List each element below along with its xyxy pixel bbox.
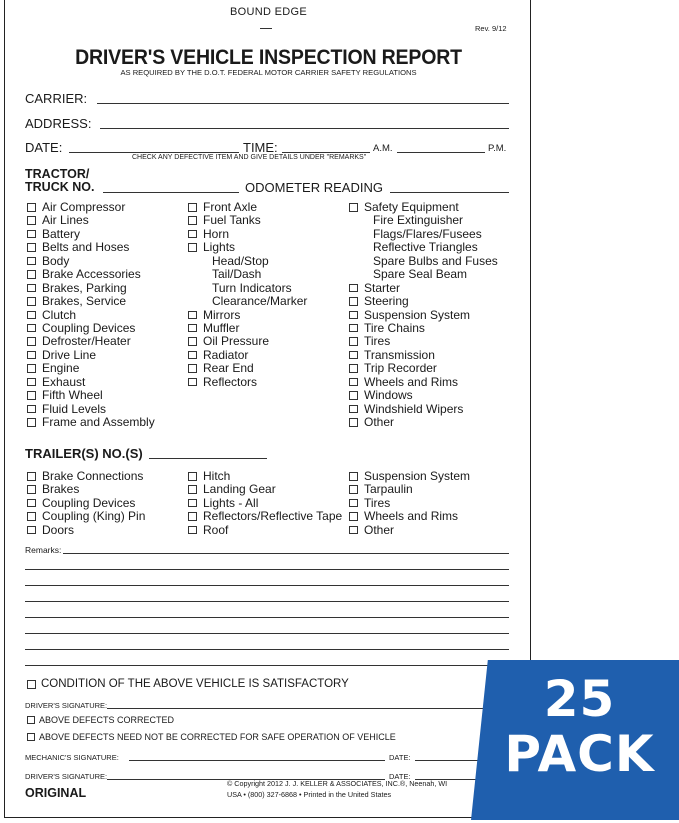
checkbox-icon[interactable] <box>188 485 197 494</box>
checklist-item-label: Engine <box>42 361 80 376</box>
checkbox-icon[interactable] <box>27 243 36 252</box>
checklist-item-label: Horn <box>203 226 230 241</box>
checklist-item-wheels-and-rims[interactable] <box>349 376 524 389</box>
checklist-item-coupling-king-pin[interactable] <box>27 510 187 523</box>
checklist-item-label: Roof <box>203 522 229 537</box>
checklist-item-label: Brake Accessories <box>42 267 141 282</box>
checkbox-icon[interactable] <box>27 270 36 279</box>
checkbox-icon[interactable] <box>27 324 36 333</box>
checklist-item-label: Steering <box>364 294 409 309</box>
checklist-item-label: Other <box>364 415 395 429</box>
checklist-item-label: Lights <box>203 240 236 255</box>
pm-label: P.M. <box>488 143 507 154</box>
checklist-item-label: Windshield Wipers <box>364 401 464 416</box>
checklist-item-battery[interactable] <box>27 228 187 241</box>
trailer-checklist-col2 <box>188 470 348 537</box>
checklist-item-frame-and-assembly[interactable] <box>27 416 187 429</box>
tractor-checklist-col2 <box>188 201 348 389</box>
remarks-line[interactable] <box>25 601 509 602</box>
checkbox-icon[interactable] <box>27 216 36 225</box>
address-field[interactable] <box>100 128 509 129</box>
checklist-item-label: Coupling Devices <box>42 320 136 335</box>
checklist-item-label: Muffler <box>203 320 240 335</box>
drivers-signature-field[interactable] <box>107 708 507 709</box>
checklist-item-coupling-devices[interactable] <box>27 322 187 335</box>
checklist-item-reflectors[interactable] <box>188 376 348 389</box>
checkbox-icon[interactable] <box>349 405 358 414</box>
checkbox-icon[interactable] <box>349 378 358 387</box>
checklist-item-label: Fifth Wheel <box>42 388 103 403</box>
checkbox-icon[interactable] <box>188 526 197 535</box>
trailer-checklist-col1 <box>27 470 187 537</box>
checklist-item-air-lines[interactable] <box>27 214 187 227</box>
checklist-item-label: Tire Chains <box>364 320 425 335</box>
checkbox-icon[interactable] <box>188 499 197 508</box>
checklist-item-label: Head/Stop <box>212 253 269 268</box>
checklist-item-tire-chains[interactable] <box>349 322 524 335</box>
truck-no-label: TRUCK NO. <box>25 180 95 194</box>
bound-edge-label: BOUND EDGE <box>230 6 307 18</box>
address-label: ADDRESS: <box>25 116 92 131</box>
checklist-item-label: Reflectors <box>203 374 258 389</box>
checkbox-icon[interactable] <box>349 418 358 427</box>
remarks-line[interactable] <box>25 649 509 650</box>
checklist-item-doors[interactable] <box>27 524 187 537</box>
checklist-item-label: Landing Gear <box>203 482 276 497</box>
checklist-item-lights-all[interactable] <box>188 497 348 510</box>
checkbox-icon[interactable] <box>188 324 197 333</box>
defect-instruction: CHECK ANY DEFECTIVE ITEM AND GIVE DETAILS UNDER "REMARKS" <box>132 154 367 161</box>
checklist-item-label: Air Compressor <box>42 200 126 214</box>
checklist-item-horn[interactable] <box>188 228 348 241</box>
checkbox-icon[interactable] <box>188 230 197 239</box>
checklist-item-label: Tires <box>364 495 391 510</box>
checkbox-icon[interactable] <box>349 324 358 333</box>
checklist-item-label: Safety Equipment <box>364 200 459 214</box>
checklist-item-flags-flares-fusees <box>349 228 524 241</box>
odometer-field[interactable] <box>390 192 509 193</box>
drivers-signature-label: DRIVER'S SIGNATURE: <box>25 701 108 710</box>
checkbox-icon[interactable] <box>349 472 358 481</box>
checkbox-icon[interactable] <box>188 216 197 225</box>
tractor-label: TRACTOR/ <box>25 167 90 181</box>
checklist-item-label: Fuel Tanks <box>203 213 261 228</box>
checklist-item-label: Reflectors/Reflective Tape <box>203 509 343 524</box>
checklist-item-label: Turn Indicators <box>212 280 292 295</box>
checklist-item-landing-gear[interactable] <box>188 483 348 496</box>
drivers-signature2-label: DRIVER'S SIGNATURE: <box>25 772 108 781</box>
checklist-item-front-axle[interactable] <box>188 201 348 214</box>
checklist-item-starter[interactable] <box>349 282 524 295</box>
checkbox-icon[interactable] <box>27 230 36 239</box>
checkbox-icon[interactable] <box>188 512 197 521</box>
checkbox-icon[interactable] <box>188 472 197 481</box>
defects-corrected-label: ABOVE DEFECTS CORRECTED <box>39 715 175 725</box>
time-am-field[interactable] <box>282 152 370 153</box>
checklist-item-air-compressor[interactable] <box>27 201 187 214</box>
tractor-checklist-col3 <box>349 201 524 429</box>
checklist-item-label: Radiator <box>203 347 249 362</box>
checklist-item-brakes[interactable] <box>27 483 187 496</box>
checklist-item-label: Air Lines <box>42 213 89 228</box>
checklist-item-other[interactable] <box>349 416 524 429</box>
condition-label: CONDITION OF THE ABOVE VEHICLE IS SATISFACTORY <box>41 678 349 690</box>
checklist-item-label: Wheels and Rims <box>364 509 459 524</box>
bound-edge-mark <box>260 28 272 29</box>
checklist-item-lights[interactable] <box>188 241 348 254</box>
checklist-item-label: Tail/Dash <box>212 267 262 282</box>
remarks-line[interactable] <box>25 585 509 586</box>
inspection-form <box>4 0 531 818</box>
checkbox-icon[interactable] <box>349 351 358 360</box>
tractor-checklist-col1 <box>27 201 187 429</box>
checklist-item-body[interactable] <box>27 255 187 268</box>
checklist-item-engine[interactable] <box>27 362 187 375</box>
checklist-item-label: Hitch <box>203 469 231 483</box>
checkbox-icon[interactable] <box>349 337 358 346</box>
checklist-item-label: Spare Bulbs and Fuses <box>373 253 498 268</box>
checkbox-icon[interactable] <box>27 405 36 414</box>
checklist-item-label: Brakes, Parking <box>42 280 127 295</box>
checklist-item-defroster-heater[interactable] <box>27 335 187 348</box>
checklist-item-steering[interactable] <box>349 295 524 308</box>
remarks-line[interactable] <box>25 633 509 634</box>
checklist-item-tires[interactable] <box>349 497 524 510</box>
checklist-item-label: Belts and Hoses <box>42 240 130 255</box>
checklist-item-label: Rear End <box>203 361 254 376</box>
defects-not-needed-checkbox[interactable] <box>27 733 35 741</box>
checklist-item-label: Windows <box>364 388 413 403</box>
checklist-item-head-stop <box>188 255 348 268</box>
time-pm-field[interactable] <box>397 152 485 153</box>
checkbox-icon[interactable] <box>27 418 36 427</box>
checklist-item-trip-recorder[interactable] <box>349 362 524 375</box>
checkbox-icon[interactable] <box>27 472 36 481</box>
checklist-item-label: Drive Line <box>42 347 97 362</box>
checklist-item-label: Other <box>364 522 395 537</box>
trailer-no-field[interactable] <box>149 458 267 459</box>
checklist-item-muffler[interactable] <box>188 322 348 335</box>
checkbox-icon[interactable] <box>27 485 36 494</box>
checklist-item-radiator[interactable] <box>188 349 348 362</box>
checkbox-icon[interactable] <box>188 203 197 212</box>
checklist-item-tarpaulin[interactable] <box>349 483 524 496</box>
checklist-item-hitch[interactable] <box>188 470 348 483</box>
checkbox-icon[interactable] <box>27 512 36 521</box>
checklist-item-label: Spare Seal Beam <box>373 267 468 282</box>
date-label: DATE: <box>25 140 63 155</box>
checklist-item-rear-end[interactable] <box>188 362 348 375</box>
checklist-item-label: Trip Recorder <box>364 361 437 376</box>
checklist-item-label: Suspension System <box>364 469 471 483</box>
checklist-item-label: Mirrors <box>203 307 241 322</box>
checklist-item-brakes-service[interactable] <box>27 295 187 308</box>
form-subtitle: AS REQUIRED BY THE D.O.T. FEDERAL MOTOR CARRIER SAFETY REGULATIONS <box>120 68 417 77</box>
date-field[interactable] <box>69 152 239 153</box>
checkbox-icon[interactable] <box>27 499 36 508</box>
checklist-item-fire-extinguisher <box>349 214 524 227</box>
checkbox-icon[interactable] <box>349 512 358 521</box>
checklist-item-brake-connections[interactable] <box>27 470 187 483</box>
checkbox-icon[interactable] <box>349 499 358 508</box>
remarks-line[interactable] <box>25 617 509 618</box>
checklist-item-label: Clearance/Marker <box>212 294 308 309</box>
checklist-item-turn-indicators <box>188 282 348 295</box>
checklist-item-label: Brakes <box>42 482 80 497</box>
checkbox-icon[interactable] <box>349 311 358 320</box>
checklist-item-safety-equipment[interactable] <box>349 201 524 214</box>
checklist-item-label: Tarpaulin <box>364 482 413 497</box>
checkbox-icon[interactable] <box>27 257 36 266</box>
remarks-line[interactable] <box>25 569 509 570</box>
checklist-item-belts-and-hoses[interactable] <box>27 241 187 254</box>
checklist-item-drive-line[interactable] <box>27 349 187 362</box>
checkbox-icon[interactable] <box>27 284 36 293</box>
checkbox-icon[interactable] <box>27 391 36 400</box>
checklist-item-fluid-levels[interactable] <box>27 403 187 416</box>
checklist-item-suspension-system[interactable] <box>349 470 524 483</box>
defects-not-needed-label: ABOVE DEFECTS NEED NOT BE CORRECTED FOR SAFE OPERATION OF VEHICLE <box>39 732 396 742</box>
checklist-item-suspension-system[interactable] <box>349 309 524 322</box>
mechanics-signature-label: MECHANIC'S SIGNATURE: <box>25 753 119 762</box>
original-label: ORIGINAL <box>25 786 87 800</box>
checklist-item-tail-dash <box>188 268 348 281</box>
checklist-item-label: Lights - All <box>203 495 259 510</box>
remarks-line[interactable] <box>63 553 509 554</box>
checkbox-icon[interactable] <box>188 378 197 387</box>
checklist-item-fifth-wheel[interactable] <box>27 389 187 402</box>
checkbox-icon[interactable] <box>27 351 36 360</box>
mechanics-signature-field[interactable] <box>129 760 385 761</box>
checklist-item-label: Starter <box>364 280 401 295</box>
checklist-item-clutch[interactable] <box>27 309 187 322</box>
checkbox-icon[interactable] <box>349 284 358 293</box>
checkbox-icon[interactable] <box>349 526 358 535</box>
checklist-item-label: Frame and Assembly <box>42 415 155 429</box>
checklist-item-clearance-marker <box>188 295 348 308</box>
checklist-item-label: Exhaust <box>42 374 86 389</box>
checkbox-icon[interactable] <box>27 364 36 373</box>
checkbox-icon[interactable] <box>349 297 358 306</box>
am-label: A.M. <box>373 143 393 154</box>
checkbox-icon[interactable] <box>27 297 36 306</box>
checklist-item-label: Transmission <box>364 347 435 362</box>
truck-no-field[interactable] <box>103 192 239 193</box>
checklist-item-label: Front Axle <box>203 200 258 214</box>
checklist-item-label: Suspension System <box>364 307 471 322</box>
checklist-item-label: Reflective Triangles <box>373 240 478 255</box>
checklist-item-label: Oil Pressure <box>203 334 270 349</box>
checklist-item-roof[interactable] <box>188 524 348 537</box>
checkbox-icon[interactable] <box>349 485 358 494</box>
odometer-label: ODOMETER READING <box>245 180 383 195</box>
checklist-item-brakes-parking[interactable] <box>27 282 187 295</box>
defects-corrected-checkbox[interactable] <box>27 716 35 724</box>
checkbox-icon[interactable] <box>188 364 197 373</box>
checklist-item-spare-seal-beam <box>349 268 524 281</box>
copyright-line1: © Copyright 2012 J. J. KELLER & ASSOCIATES, INC.®, Neenah, WI <box>227 779 448 788</box>
checkbox-icon[interactable] <box>27 337 36 346</box>
checkbox-icon[interactable] <box>27 378 36 387</box>
pack-label: PACK <box>504 725 655 783</box>
driver-date-label: DATE: <box>389 772 411 781</box>
time-label: TIME: <box>243 140 278 155</box>
checklist-item-oil-pressure[interactable] <box>188 335 348 348</box>
checklist-item-label: Tires <box>364 334 391 349</box>
checkbox-icon[interactable] <box>27 526 36 535</box>
checklist-item-label: Battery <box>42 226 81 241</box>
remarks-label: Remarks: <box>25 545 62 555</box>
form-title: DRIVER'S VEHICLE INSPECTION REPORT <box>75 46 462 69</box>
checklist-item-mirrors[interactable] <box>188 309 348 322</box>
checklist-item-label: Coupling Devices <box>42 495 136 510</box>
checklist-item-label: Coupling (King) Pin <box>42 509 146 524</box>
checklist-item-fuel-tanks[interactable] <box>188 214 348 227</box>
revision-label: Rev. 9/12 <box>475 24 507 33</box>
checklist-item-other[interactable] <box>349 524 524 537</box>
checklist-item-wheels-and-rims[interactable] <box>349 510 524 523</box>
checklist-item-label: Doors <box>42 522 75 537</box>
checkbox-icon[interactable] <box>188 243 197 252</box>
checklist-item-transmission[interactable] <box>349 349 524 362</box>
pack-count: 25 <box>543 670 616 728</box>
checklist-item-label: Clutch <box>42 307 77 322</box>
trailer-checklist-col3 <box>349 470 524 537</box>
checklist-item-spare-bulbs-and-fuses <box>349 255 524 268</box>
trailer-heading: TRAILER(S) NO.(S) <box>25 446 143 461</box>
checkbox-icon[interactable] <box>188 311 197 320</box>
checklist-item-tires[interactable] <box>349 335 524 348</box>
condition-checkbox[interactable] <box>27 680 36 689</box>
checklist-item-label: Defroster/Heater <box>42 334 131 349</box>
checklist-item-coupling-devices[interactable] <box>27 497 187 510</box>
checkbox-icon[interactable] <box>188 337 197 346</box>
checklist-item-reflectors-reflective-tape[interactable] <box>188 510 348 523</box>
carrier-label: CARRIER: <box>25 91 88 106</box>
carrier-field[interactable] <box>97 103 509 104</box>
checklist-item-label: Brake Connections <box>42 469 144 483</box>
copyright-line2: USA • (800) 327-6868 • Printed in the United States <box>227 790 392 799</box>
remarks-line[interactable] <box>25 665 509 666</box>
checklist-item-windows[interactable] <box>349 389 524 402</box>
checklist-item-label: Wheels and Rims <box>364 374 459 389</box>
checklist-item-windshield-wipers[interactable] <box>349 403 524 416</box>
checkbox-icon[interactable] <box>27 203 36 212</box>
checkbox-icon[interactable] <box>349 203 358 212</box>
checkbox-icon[interactable] <box>349 364 358 373</box>
checkbox-icon[interactable] <box>349 391 358 400</box>
checklist-item-label: Fire Extinguisher <box>373 213 464 228</box>
checklist-item-label: Flags/Flares/Fusees <box>373 226 482 241</box>
checklist-item-label: Body <box>42 253 70 268</box>
checklist-item-brake-accessories[interactable] <box>27 268 187 281</box>
checklist-item-reflective-triangles <box>349 241 524 254</box>
checkbox-icon[interactable] <box>27 311 36 320</box>
mechanic-date-label: DATE: <box>389 753 411 762</box>
checklist-item-label: Brakes, Service <box>42 294 127 309</box>
checklist-item-exhaust[interactable] <box>27 376 187 389</box>
checklist-item-label: Fluid Levels <box>42 401 107 416</box>
checkbox-icon[interactable] <box>188 351 197 360</box>
